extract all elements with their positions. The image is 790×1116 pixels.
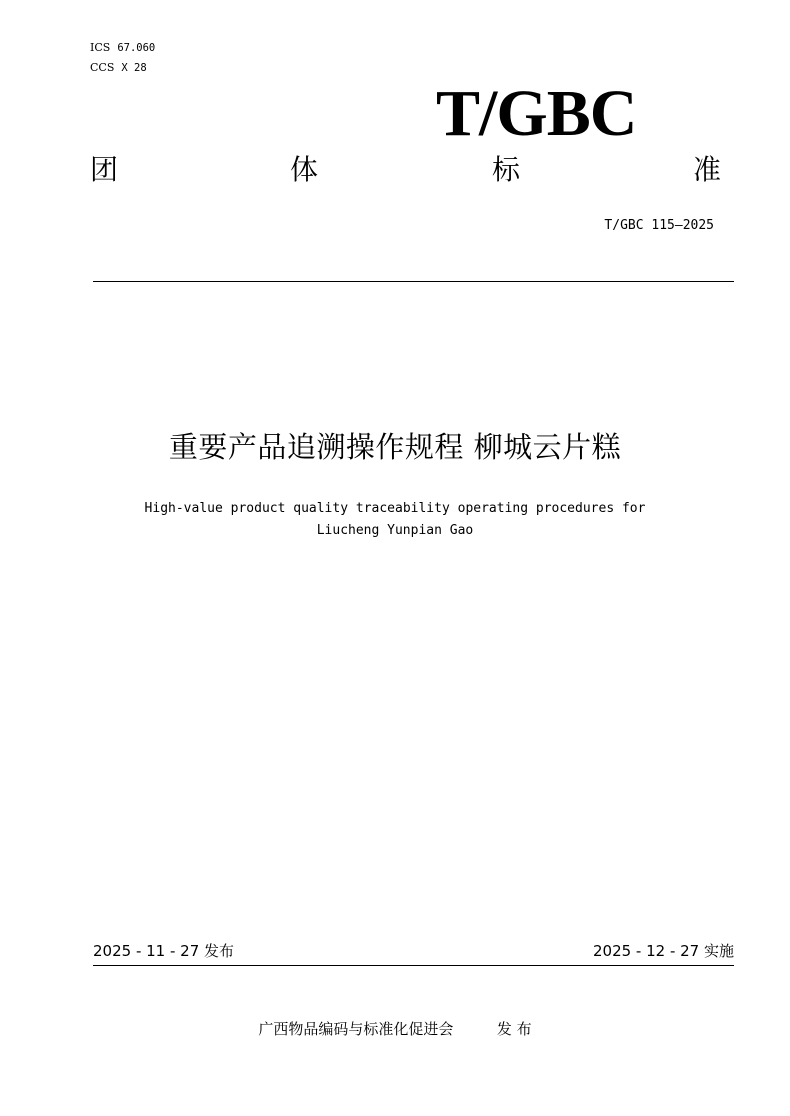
standard-number: T/GBC 115—2025 <box>604 218 714 233</box>
title-english-line: Liucheng Yunpian Gao <box>316 523 474 538</box>
classification-codes <box>90 38 155 78</box>
title-english-line: High-value product quality traceability operating procedures for <box>144 501 646 516</box>
ics-value: 67.060 <box>117 42 156 54</box>
ccs-label: CCS <box>90 61 115 74</box>
standard-type-char: 准 <box>693 153 722 186</box>
issuer <box>0 1018 790 1040</box>
organization-logo: T/GBC <box>436 77 637 150</box>
issuer-organization: 广西物品编码与标准化促进会 <box>258 1020 454 1038</box>
implement-date: 2025 - 12 - 27 实施 <box>592 942 734 960</box>
ics-label: ICS <box>90 41 111 54</box>
standard-type-char: 团 <box>90 153 119 186</box>
footer-divider <box>93 965 734 966</box>
issuer-action: 发 布 <box>496 1020 532 1038</box>
standard-type-char: 体 <box>290 153 319 186</box>
header-divider <box>93 281 734 282</box>
title-english <box>80 498 710 542</box>
ccs-code <box>90 58 155 78</box>
standard-type-char: 标 <box>492 153 521 186</box>
publish-date: 2025 - 11 - 27 发布 <box>93 942 235 960</box>
ics-code <box>90 38 155 58</box>
title-chinese: 重要产品追溯操作规程 柳城云片糕 <box>168 430 622 464</box>
ccs-value: X 28 <box>121 62 147 74</box>
